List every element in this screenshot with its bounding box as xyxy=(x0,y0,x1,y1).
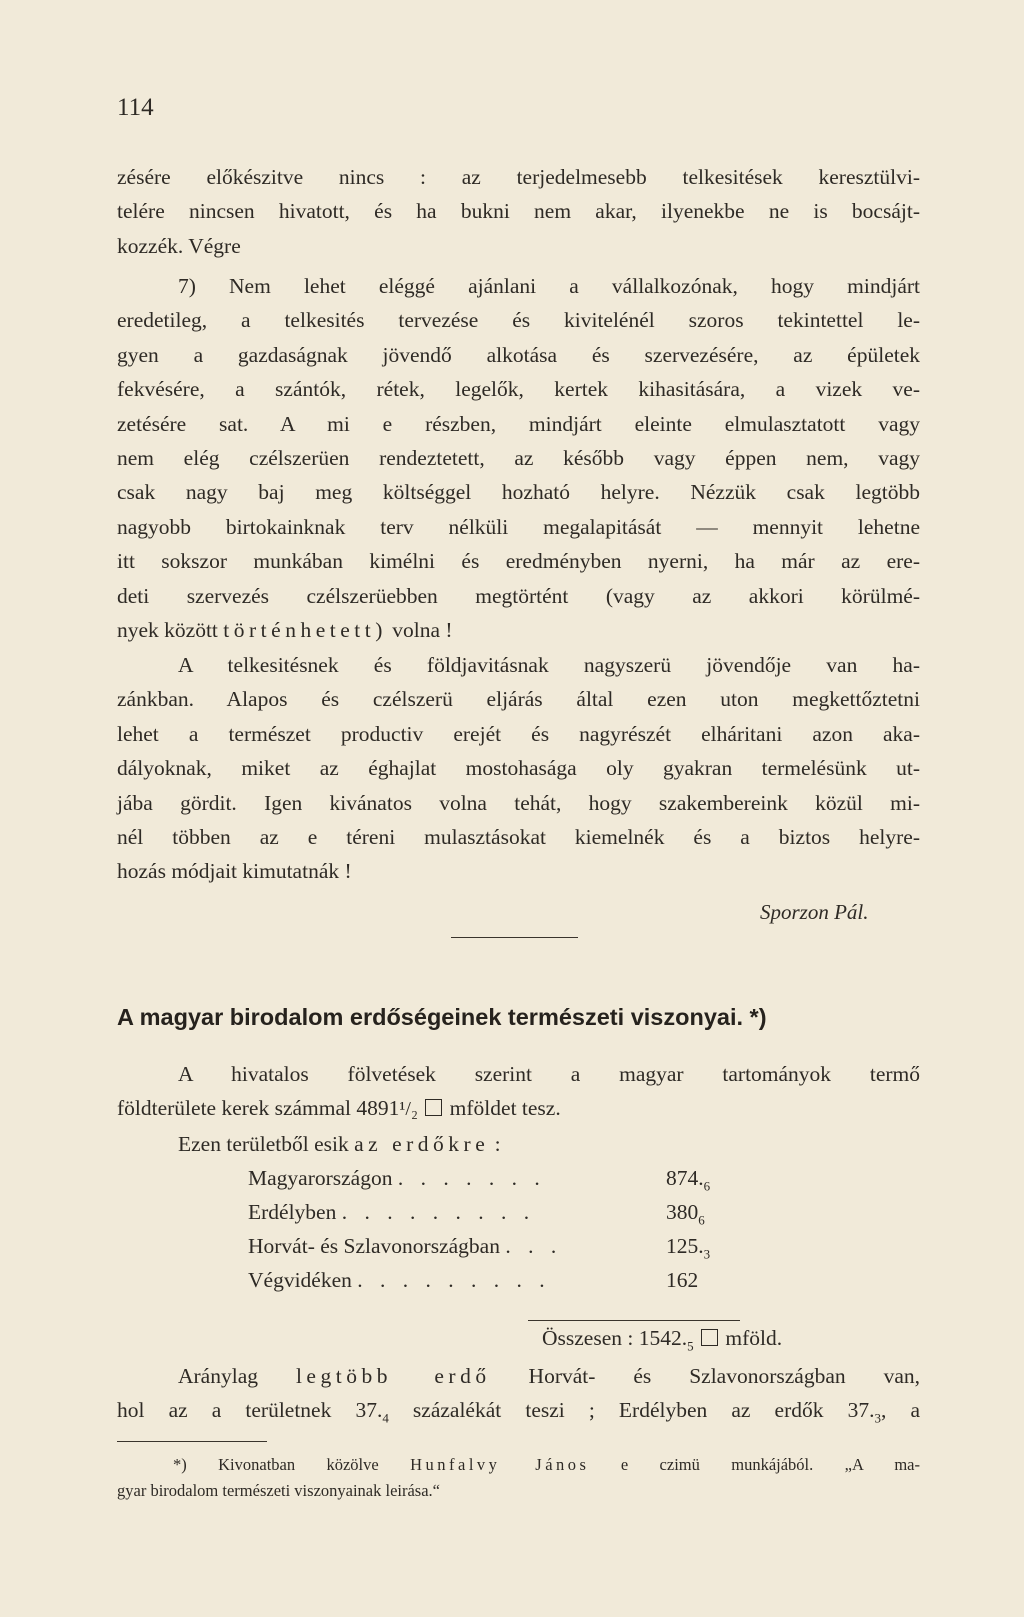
value-number: 380 xyxy=(666,1200,699,1224)
text-line: zetésére sat. A mi e részben, mindjárt eleinte elmulasztatott vagy xyxy=(117,411,920,436)
table-row-label xyxy=(248,1234,562,1259)
text-line: nél többen az e téreni mulasztásokat kiemelnék és a biztos helyre- xyxy=(117,825,920,850)
text-line: 7) Nem lehet eléggé ajánlani a vállalkozónak, hogy mindjárt xyxy=(178,274,920,298)
text-line: gyen a gazdaságnak jövendő alkotása és szervezésére, az épületek xyxy=(117,342,920,367)
text-run: Ezen területből esik xyxy=(178,1131,355,1156)
sum-rule xyxy=(528,1320,740,1321)
table-row xyxy=(248,1268,748,1302)
text-run: e czimü munkájából. „A ma- xyxy=(589,1455,920,1474)
article-heading: A magyar birodalom erdőségeinek természeti viszonyai. *) xyxy=(117,1004,767,1030)
text-run: mföldet tesz. xyxy=(449,1096,561,1121)
leader-dots: . . . . . . . . . xyxy=(341,1200,536,1224)
spaced-text: történhetett) xyxy=(223,618,387,643)
total-label: Összesen : xyxy=(542,1326,634,1350)
text-line: csak nagy baj meg költséggel hozható helyre. Nézzük csak legtöbb xyxy=(117,480,920,505)
spaced-text: az erdőkre xyxy=(354,1131,490,1156)
spaced-text: Hunfalvy János xyxy=(410,1455,590,1474)
footnote-line: gyar birodalom természeti viszonyainak leirása.“ xyxy=(117,1481,440,1500)
section-divider xyxy=(451,937,578,938)
table-row xyxy=(248,1166,748,1200)
total-value: 1542. xyxy=(638,1326,688,1350)
text-line xyxy=(117,1393,920,1436)
value-number: 162 xyxy=(666,1268,699,1292)
table-total xyxy=(542,1326,782,1354)
value-number: 874. xyxy=(666,1166,704,1190)
row-name: Magyarországon xyxy=(248,1166,393,1190)
text-line: hozás módjait kimutatnák ! xyxy=(117,859,352,884)
table-row xyxy=(248,1234,748,1268)
paragraph-1 xyxy=(117,160,920,263)
table-row-label xyxy=(248,1268,551,1293)
text-run: : xyxy=(489,1131,501,1156)
text-line: lehet a természet productiv erejét és nagyrészét elháritani azon aka- xyxy=(117,721,920,746)
text-run: Horvát- és Szlavonországban van, xyxy=(490,1364,920,1388)
text-run: földterülete kerek számmal 4891 xyxy=(117,1096,400,1121)
fraction: ¹/₂ xyxy=(399,1098,418,1121)
row-name: Erdélyben xyxy=(248,1200,337,1224)
text-line: dályoknak, miket az éghajlat mostohasága oly gyakran termelésünk ut- xyxy=(117,756,920,781)
total-unit: mföld. xyxy=(725,1326,783,1350)
footnote-line xyxy=(117,1452,920,1478)
row-name: Végvidéken xyxy=(248,1268,352,1292)
text-line: fekvésére, a szántók, rétek, legelők, kertek kihasitására, a vizek ve- xyxy=(117,377,920,402)
text-line xyxy=(117,1359,920,1393)
text-line: nagyobb birtokainknak terv nélküli megalapitását — mennyit lehetne xyxy=(117,514,920,539)
footnote xyxy=(117,1452,920,1504)
leader-dots: . . . . . . . xyxy=(397,1166,546,1190)
total-subscript: 5 xyxy=(687,1338,694,1354)
square-symbol-icon xyxy=(425,1099,442,1116)
text-run: hol az a területnek 37. xyxy=(117,1398,383,1423)
text-line: zésére előkészitve nincs : az terjedelmesebb telkesitések keresztülvi- xyxy=(117,165,920,189)
author-signature: Sporzon Pál. xyxy=(760,900,869,924)
subscript: 3 xyxy=(874,1410,881,1426)
spaced-text: legtöbb erdő xyxy=(295,1364,491,1388)
text-line xyxy=(117,1091,920,1126)
text-line xyxy=(117,613,920,647)
paragraph-3 xyxy=(117,648,920,889)
text-run: , a xyxy=(880,1398,920,1423)
text-line: eredetileg, a telkesités tervezése és kivitelénél szoros tekintettel le- xyxy=(117,308,920,333)
text-line: deti szervezés czélszerüebben megtörtént (vagy az akkori körülmé- xyxy=(117,583,920,608)
text-run: nyek között xyxy=(117,618,224,643)
row-name: Horvát- és Szlavonországban xyxy=(248,1234,500,1258)
text-line: A hivatalos fölvetések szerint a magyar tartományok termő xyxy=(178,1062,920,1086)
text-run: volna ! xyxy=(386,618,453,643)
text-line: telére nincsen hivatott, és ha bukni nem akar, ilyenekbe ne is bocsájt- xyxy=(117,199,920,224)
subscript: 4 xyxy=(382,1410,389,1426)
leader-dots: . . . xyxy=(505,1234,563,1258)
table-row-value xyxy=(666,1166,710,1194)
leader-dots: . . . . . . . . . xyxy=(357,1268,551,1292)
text-run: Aránylag xyxy=(178,1364,296,1388)
text-line: itt sokszor munkában kimélni és eredményben nyerni, ha már az ere- xyxy=(117,549,920,574)
intro-paragraph xyxy=(117,1057,920,1161)
table-row xyxy=(248,1200,748,1234)
page-number: 114 xyxy=(117,94,154,121)
table-row-value xyxy=(666,1268,698,1296)
text-run: százalékát teszi ; Erdélyben az erdők 37. xyxy=(388,1398,875,1423)
text-run: *) Kivonatban közölve xyxy=(173,1455,411,1474)
text-line: kozzék. Végre xyxy=(117,233,241,258)
text-line xyxy=(117,1127,920,1161)
text-line: zánkban. Alapos és czélszerü eljárás által ezen uton megkettőztetni xyxy=(117,687,920,712)
table-row-value xyxy=(666,1200,705,1228)
table-row-label xyxy=(248,1200,535,1225)
closing-paragraph xyxy=(117,1359,920,1436)
table-row-value xyxy=(666,1234,710,1262)
text-line: jába gördit. Igen kivánatos volna tehát, hogy szakembereink közül mi- xyxy=(117,790,920,815)
text-line: nem elég czélszerüen rendeztetett, az később vagy éppen nem, vagy xyxy=(117,446,920,471)
paragraph-2 xyxy=(117,269,920,647)
value-number: 125. xyxy=(666,1234,704,1258)
table-row-label xyxy=(248,1166,546,1191)
square-symbol-icon xyxy=(701,1329,718,1346)
value-subscript: 6 xyxy=(698,1212,705,1228)
value-subscript: 6 xyxy=(703,1178,711,1194)
value-subscript: 3 xyxy=(703,1246,711,1262)
text-line: A telkesitésnek és földjavitásnak nagyszerü jövendője van ha- xyxy=(178,653,920,677)
footnote-rule xyxy=(117,1441,267,1442)
